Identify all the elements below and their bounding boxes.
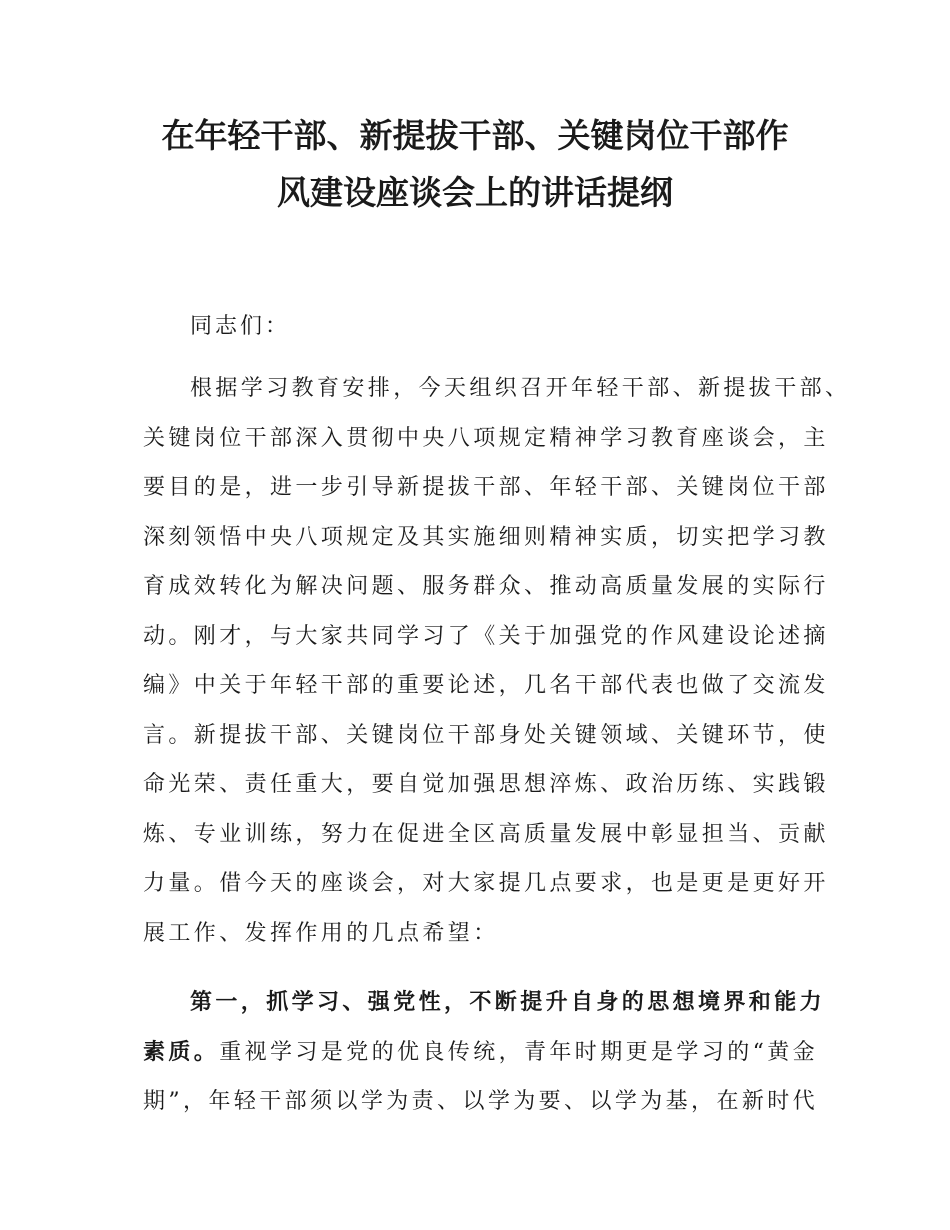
- title-line-2: 风建设座谈会上的讲话提纲: [277, 173, 673, 212]
- paragraph-line: 言。新提拔干部、关键岗位干部身处关键领域、关键环节，使: [143, 722, 829, 748]
- paragraph-line: 命光荣、责任重大，要自觉加强思想淬炼、政治历练、实践锻: [143, 772, 829, 797]
- paragraph-line: 育成效转化为解决问题、服务群众、推动高质量发展的实际行: [143, 574, 829, 599]
- title-line-1: 在年轻干部、新提拔干部、关键岗位干部作: [161, 116, 789, 155]
- paragraph-line: 炼、专业训练，努力在促进全区高质量发展中彰显担当、贡献: [143, 821, 829, 847]
- paragraph-line: 关键岗位干部深入贯彻中央八项规定精神学习教育座谈会，主: [143, 425, 829, 451]
- paragraph-2: [143, 978, 843, 1127]
- paragraph-1: [143, 364, 851, 958]
- paragraph-line: 要目的是，进一步引导新提拔干部、年轻干部、关键岗位干部: [143, 475, 829, 500]
- paragraph-line: 动。刚才，与大家共同学习了《关于加强党的作风建设论述摘: [143, 623, 829, 649]
- paragraph-line: 期”，年轻干部须以学为责、以学为要、以学为基，在新时代: [143, 1089, 819, 1114]
- paragraph-line: 力量。借今天的座谈会，对大家提几点要求，也是更是更好开: [143, 871, 829, 896]
- paragraph-line: 编》中关于年轻干部的重要论述，几名干部代表也做了交流发: [143, 673, 829, 698]
- paragraph-line: 根据学习教育安排，今天组织召开年轻干部、新提拔干部、: [190, 376, 851, 401]
- section-heading: 第一，抓学习、强党性，不断提升自身的思想境界和能力: [190, 990, 826, 1015]
- paragraph-line: 展工作、发挥作用的几点希望：: [143, 920, 499, 946]
- paragraph-line: [143, 1028, 843, 1078]
- section-heading-end: 素质。: [143, 1039, 220, 1065]
- document-title: [0, 110, 950, 219]
- paragraph-text: 重视学习是党的优良传统，青年时期更是学习的“黄金: [219, 1039, 819, 1065]
- salutation: 同志们：: [190, 314, 291, 339]
- paragraph-line: 深刻领悟中央八项规定及其实施细则精神实质，切实把学习教: [143, 524, 829, 550]
